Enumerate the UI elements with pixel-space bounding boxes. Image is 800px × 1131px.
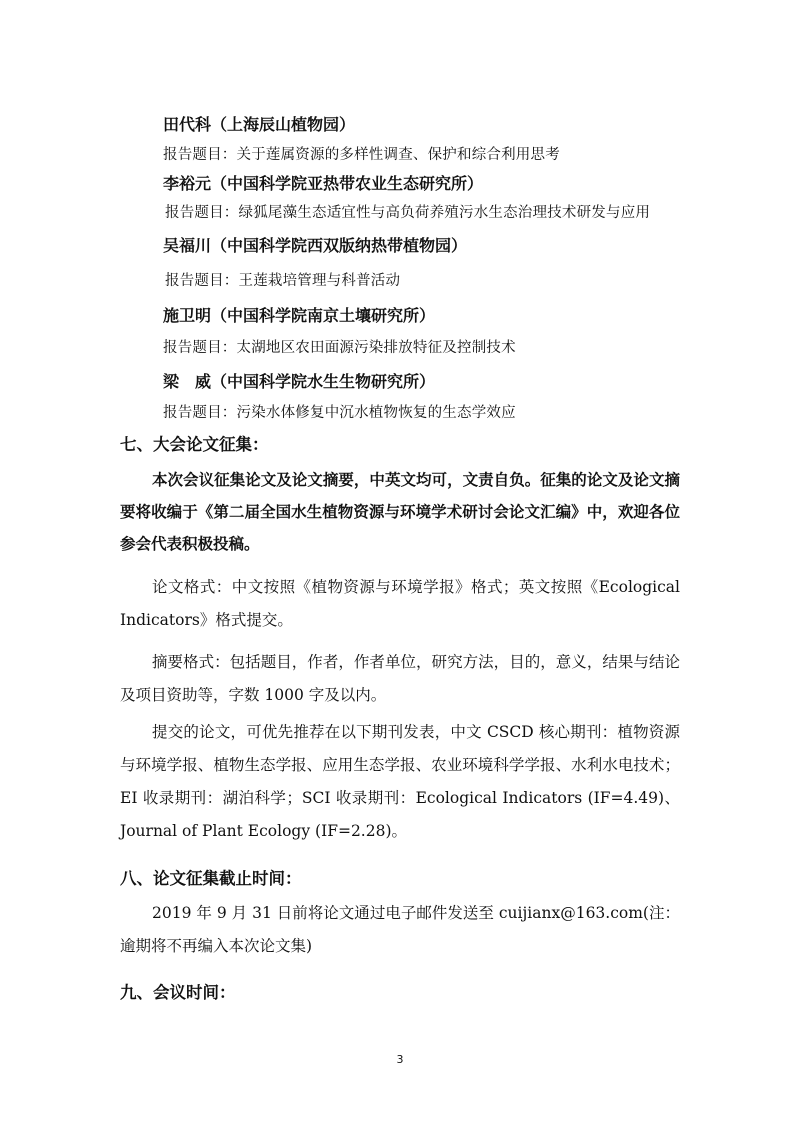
section-heading-deadline: 八、论文征集截止时间： <box>120 869 302 888</box>
speaker-name: 施卫明（中国科学院南京土壤研究所） <box>163 306 436 325</box>
paper-format-paragraph: 论文格式：中文按照《植物资源与环境学报》格式；英文按照《Ecological Indicators》格式提交。 <box>120 578 680 629</box>
section-heading-papers: 七、大会论文征集： <box>120 435 269 454</box>
talk-title: 报告题目：污染水体修复中沉水植物恢复的生态学效应 <box>163 405 516 421</box>
speaker-name: 田代科（上海辰山植物园） <box>163 115 356 134</box>
talk-title: 报告题目：绿狐尾藻生态适宜性与高负荷养殖污水生态治理技术研发与应用 <box>165 205 651 221</box>
page-number: 3 <box>396 1053 404 1066</box>
speaker-name: 梁 威（中国科学院水生生物研究所） <box>163 372 436 391</box>
talk-title: 报告题目：关于莲属资源的多样性调查、保护和综合利用思考 <box>163 147 560 163</box>
abstract-format-paragraph: 摘要格式：包括题目，作者，作者单位，研究方法，目的，意义，结果与结论及项目资助等，字数 1000 字及以内。 <box>120 653 680 704</box>
section-heading-meeting-time: 九、会议时间： <box>120 983 236 1002</box>
speaker-name: 吴福川（中国科学院西双版纳热带植物园） <box>163 236 468 255</box>
call-for-papers-paragraph: 本次会议征集论文及论文摘要，中英文均可，文责自负。征集的论文及论文摘要将收编于《第二届全国水生植物资源与环境学术研讨会论文汇编》中，欢迎各位参会代表积极投稿。 <box>120 471 680 553</box>
journals-paragraph: 提交的论文，可优先推荐在以下期刊发表，中文 CSCD 核心期刊：植物资源与环境学报、植物生态学报、应用生态学报、农业环境科学学报、水利水电技术；EI 收录期刊：湖泊科学；SCI 收录期刊：Ecological Indicators (IF=4.49)、Journal of Plant Ecology (IF=2.28)。 <box>120 723 680 840</box>
deadline-paragraph: 2019 年 9 月 31 日前将论文通过电子邮件发送至 cuijianx@163.com(注：逾期将不再编入本次论文集) <box>120 904 680 955</box>
talk-title: 报告题目：王莲栽培管理与科普活动 <box>165 273 401 289</box>
talk-title: 报告题目：太湖地区农田面源污染排放特征及控制技术 <box>163 340 516 356</box>
speaker-name: 李裕元（中国科学院亚热带农业生态研究所） <box>163 174 484 193</box>
